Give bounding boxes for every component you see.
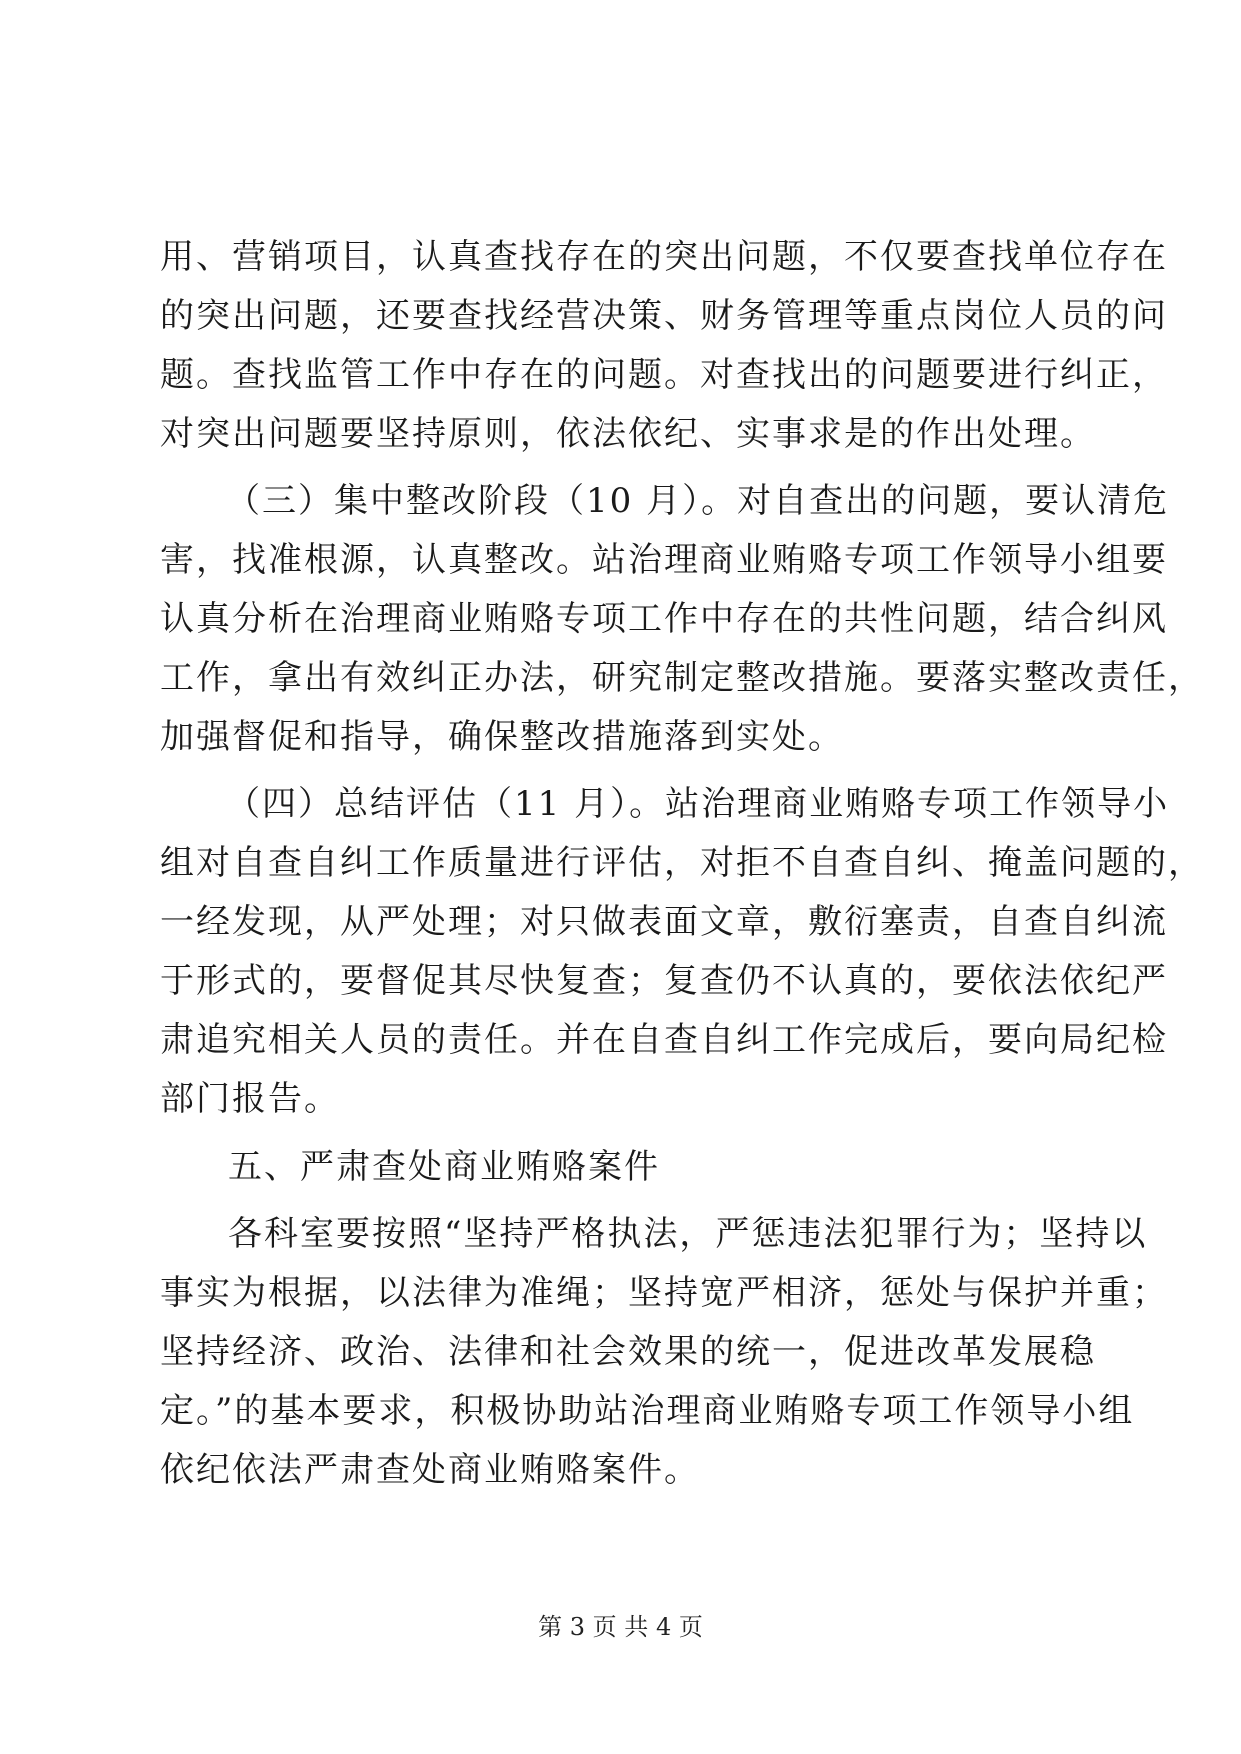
body-text-line: 坚持经济、政治、法律和社会效果的统一，促进改革发展稳 <box>160 1332 1096 1372</box>
body-text-line: 题。查找监管工作中存在的问题。对查找出的问题要进行纠正， <box>160 355 1168 395</box>
body-text-line: 用、营销项目，认真查找存在的突出问题，不仅要查找单位存在 <box>160 237 1168 277</box>
body-text-line: 的突出问题，还要查找经营决策、财务管理等重点岗位人员的问 <box>160 296 1168 336</box>
body-text-line: 于形式的，要督促其尽快复查；复查仍不认真的，要依法依纪严 <box>160 961 1168 1001</box>
body-text-line: 认真分析在治理商业贿赂专项工作中存在的共性问题，结合纠风 <box>160 599 1168 639</box>
body-text-line: 事实为根据，以法律为准绳；坚持宽严相济，惩处与保护并重； <box>160 1273 1168 1313</box>
section-paragraph-start: （四）总结评估（11 月）。站治理商业贿赂专项工作领导小 <box>226 784 1170 824</box>
page-number-footer: 第 3 页 共 4 页 <box>538 1613 703 1641</box>
body-text-line: 害，找准根源，认真整改。站治理商业贿赂专项工作领导小组要 <box>160 540 1168 580</box>
body-text-line: 组对自查自纠工作质量进行评估，对拒不自查自纠、掩盖问题的， <box>160 843 1204 883</box>
body-text-line: 加强督促和指导，确保整改措施落到实处。 <box>160 717 844 757</box>
body-text-line: 依纪依法严肃查处商业贿赂案件。 <box>160 1450 700 1490</box>
body-text-line: 对突出问题要坚持原则，依法依纪、实事求是的作出处理。 <box>160 414 1096 454</box>
body-text-line: 一经发现，从严处理；对只做表面文章，敷衍塞责，自查自纠流 <box>160 902 1168 942</box>
body-text-line: 肃追究相关人员的责任。并在自查自纠工作完成后，要向局纪检 <box>160 1020 1168 1060</box>
body-text-line: 定。”的基本要求，积极协助站治理商业贿赂专项工作领导小组 <box>160 1391 1135 1431</box>
section-paragraph-start: （三）集中整改阶段（10 月）。对自查出的问题，要认清危 <box>226 481 1170 521</box>
body-text-line: 工作，拿出有效纠正办法，研究制定整改措施。要落实整改责任， <box>160 658 1204 698</box>
body-text-line: 部门报告。 <box>160 1079 340 1119</box>
body-paragraph-start: 各科室要按照“坚持严格执法，严惩违法犯罪行为；坚持以 <box>228 1214 1148 1254</box>
section-heading: 五、严肃查处商业贿赂案件 <box>228 1147 660 1187</box>
